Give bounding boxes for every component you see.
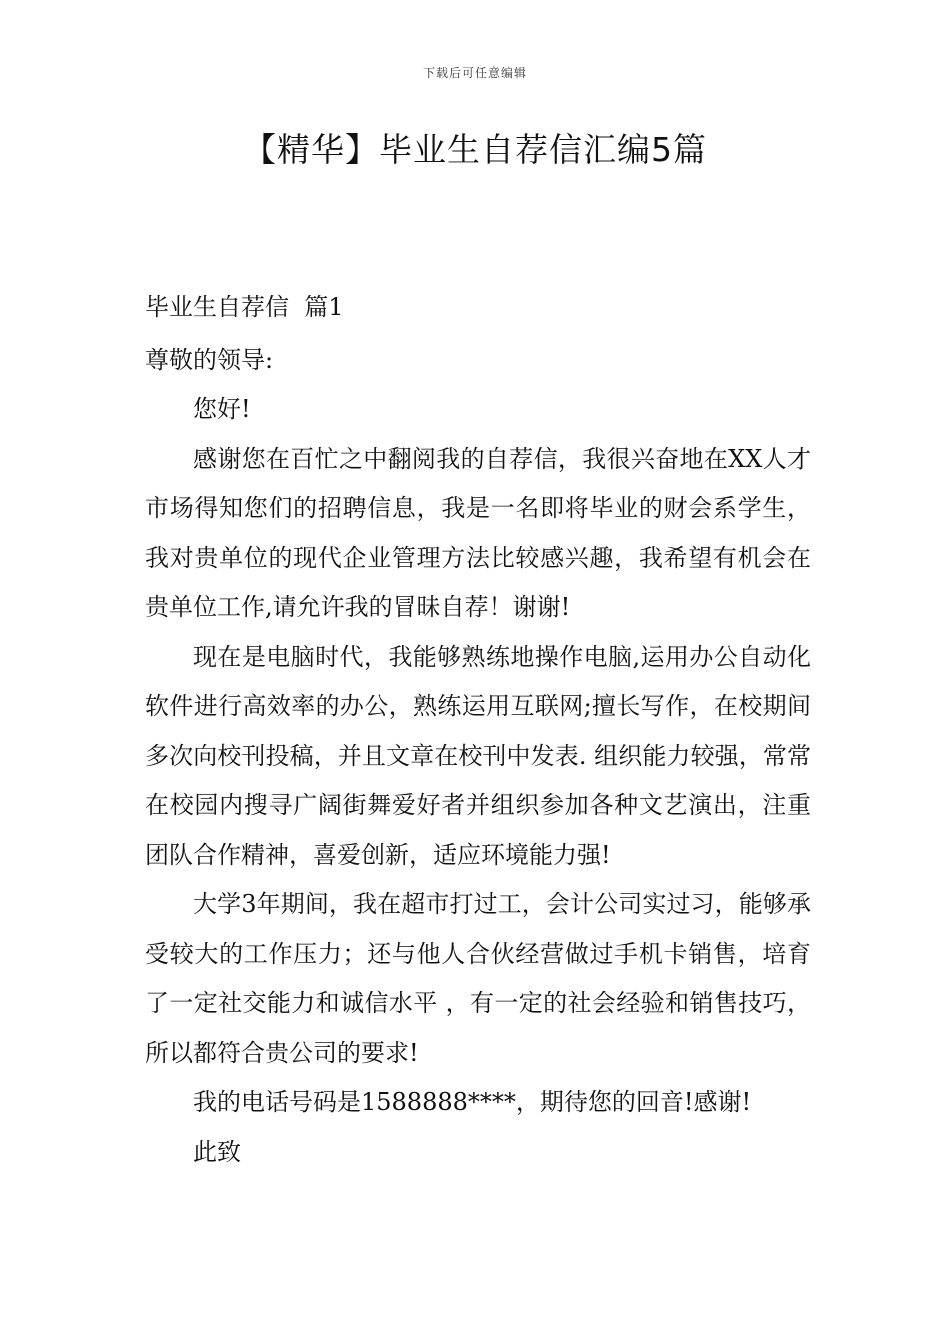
header-note: 下载后可任意编辑 — [422, 66, 527, 80]
document-title: 【精华】毕业生自荐信汇编5篇 — [243, 130, 707, 169]
body-paragraph: 感谢您在百忙之中翻阅我的自荐信，我很兴奋地在XX人才市场得知您们的招聘信息，我是一名即将毕业的财会系学生，我对贵单位的现代企业管理方法比较感兴趣，我希望有机会在贵单位工作,请允许我的冒昧自荐！谢谢! — [145, 444, 811, 621]
section-heading: 毕业生自荐信 篇1 — [145, 293, 344, 321]
body-paragraph: 大学3年期间，我在超市打过工，会计公司实过习，能够承受较大的工作压力；还与他人合伙经营做过手机卡销售，培育了一定社交能力和诚信水平 ，有一定的社会经验和销售技巧，所以都符合贵公司的要求! — [145, 890, 811, 1067]
document-body — [145, 283, 811, 1177]
greeting: 您好! — [193, 395, 251, 423]
contact-paragraph: 我的电话号码是1588888****，期待您的回音!感谢! — [193, 1088, 752, 1116]
body-paragraph: 现在是电脑时代，我能够熟练地操作电脑,运用办公自动化软件进行高效率的办公，熟练运用互联网;擅长写作，在校期间多次向校刊投稿，并且文章在校刊中发表. 组织能力较强，常常在校园内搜寻广阔街舞爱好者并组织参加各种文艺演出，注重团队合作精神，喜爱创新，适应环境能力强! — [145, 642, 811, 869]
salutation: 尊敬的领导: — [145, 345, 274, 374]
closing: 此致 — [193, 1137, 241, 1166]
